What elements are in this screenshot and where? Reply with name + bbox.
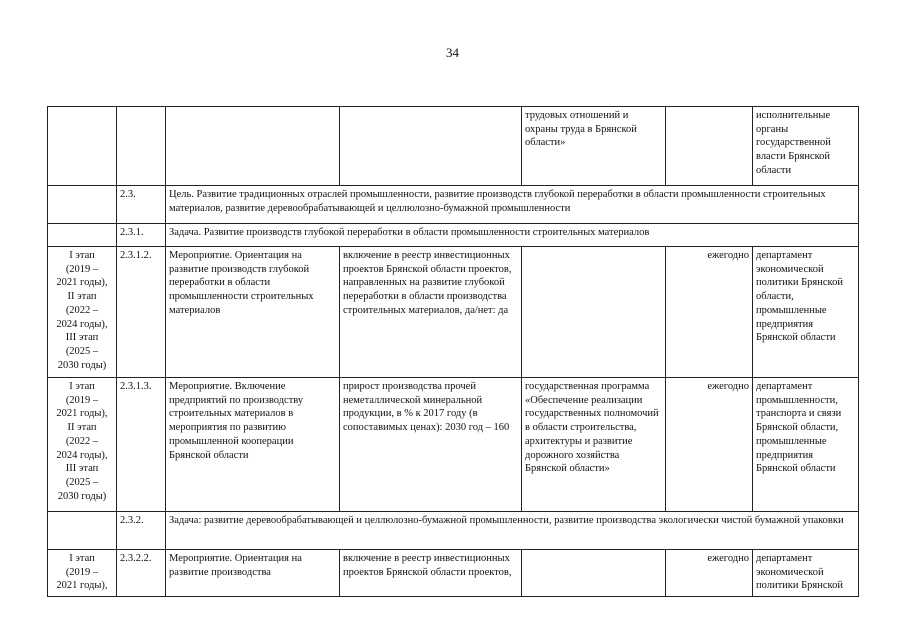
cell-program (522, 247, 666, 378)
stage-line: I этап (69, 381, 95, 392)
page-number: 34 (446, 45, 459, 60)
stage-line: 2024 годы), (56, 318, 108, 330)
task-text: Задача. Развитие производств глубокой переработки в области промышленности строительных материалов (166, 224, 859, 247)
stage-line: II этап (67, 422, 97, 434)
stage-line: (2019 – (65, 566, 99, 578)
stage-line: 2021 годы), (56, 277, 108, 289)
cell-stage (48, 186, 117, 224)
stage-line: 2030 годы) (57, 490, 107, 502)
task-text: Задача: развитие деревообрабатывающей и целлюлозно-бумажной промышленности, развитие производства экологически чистой бумажной упаковки (166, 512, 859, 550)
cell-code: 2.3.1.3. (117, 378, 166, 512)
stage-line: (2025 – (65, 476, 99, 488)
cell-executor: департамент экономической политики Брянской области, промышленные предприятия Брянской области (753, 247, 859, 378)
stage-line: (2019 – (65, 263, 99, 275)
cell-indicator: включение в реестр инвестиционных проектов Брянской области проектов, направленных на развитие глубокой переработки в области производства строительных материалов, да/нет: да (340, 247, 522, 378)
cell-executor: департамент экономической политики Брянской (753, 550, 859, 597)
strategy-table (47, 106, 859, 597)
task-code: 2.3.2. (117, 512, 166, 550)
stage-line: 2024 годы), (56, 449, 108, 461)
stage-line: I этап (69, 250, 95, 261)
task-code: 2.3.1. (117, 224, 166, 247)
table-row-activity (48, 550, 859, 597)
cell-indicator: прирост производства прочей неметаллической минеральной продукции, в % к 2017 году (в сопоставимых ценах): 2030 год – 160 (340, 378, 522, 512)
cell-indicator (340, 107, 522, 186)
stage-line: (2025 – (65, 345, 99, 357)
stage-line: III этап (65, 463, 99, 475)
cell-program: трудовых отношений и охраны труда в Брянской области» (522, 107, 666, 186)
cell-code: 2.3.2.2. (117, 550, 166, 597)
cell-period (666, 107, 753, 186)
cell-indicator: включение в реестр инвестиционных проектов Брянской области проектов, (340, 550, 522, 597)
cell-executor: исполнительные органы государственной власти Брянской области (753, 107, 859, 186)
table-row-task (48, 512, 859, 550)
table-row-task (48, 224, 859, 247)
cell-executor: департамент промышленности, транспорта и связи Брянской области, промышленные предприятия Брянской области (753, 378, 859, 512)
cell-stage (48, 512, 117, 550)
cell-program: государственная программа «Обеспечение реализации государственных полномочий в области строительства, архитектуры и развитие дорожного хозяйства Брянской области» (522, 378, 666, 512)
stage-line: (2022 – (65, 304, 99, 316)
cell-stage (48, 224, 117, 247)
stage-line: I этап (69, 553, 95, 564)
cell-code (117, 107, 166, 186)
goal-code: 2.3. (117, 186, 166, 224)
table-row-activity (48, 378, 859, 512)
cell-stage (48, 247, 117, 378)
cell-stage (48, 378, 117, 512)
cell-period: ежегодно (666, 247, 753, 378)
table-row-continuation (48, 107, 859, 186)
cell-program (522, 550, 666, 597)
stage-line: 2021 годы), (56, 580, 108, 592)
cell-period: ежегодно (666, 378, 753, 512)
cell-activity: Мероприятие. Ориентация на развитие производств глубокой переработки в области промышленности строительных материалов (166, 247, 340, 378)
cell-period: ежегодно (666, 550, 753, 597)
stage-line: 2030 годы) (57, 359, 107, 371)
stage-line: 2021 годы), (56, 408, 108, 420)
table-row-activity (48, 247, 859, 378)
stage-line: III этап (65, 332, 99, 344)
cell-activity: Мероприятие. Включение предприятий по производству строительных материалов в мероприятия по развитию промышленной кооперации Брянской области (166, 378, 340, 512)
goal-text: Цель. Развитие традиционных отраслей промышленности, развитие производств глубокой переработки в области промышленности строительных материалов, развитие деревообрабатывающей и целлюлозно-бумажной промышленности (166, 186, 859, 224)
cell-stage (48, 107, 117, 186)
stage-line: (2019 – (65, 394, 99, 406)
cell-activity (166, 107, 340, 186)
cell-activity: Мероприятие. Ориентация на развитие производства (166, 550, 340, 597)
stage-line: II этап (67, 291, 97, 303)
cell-code: 2.3.1.2. (117, 247, 166, 378)
stage-line: (2022 – (65, 435, 99, 447)
cell-stage (48, 550, 117, 597)
table-row-goal (48, 186, 859, 224)
